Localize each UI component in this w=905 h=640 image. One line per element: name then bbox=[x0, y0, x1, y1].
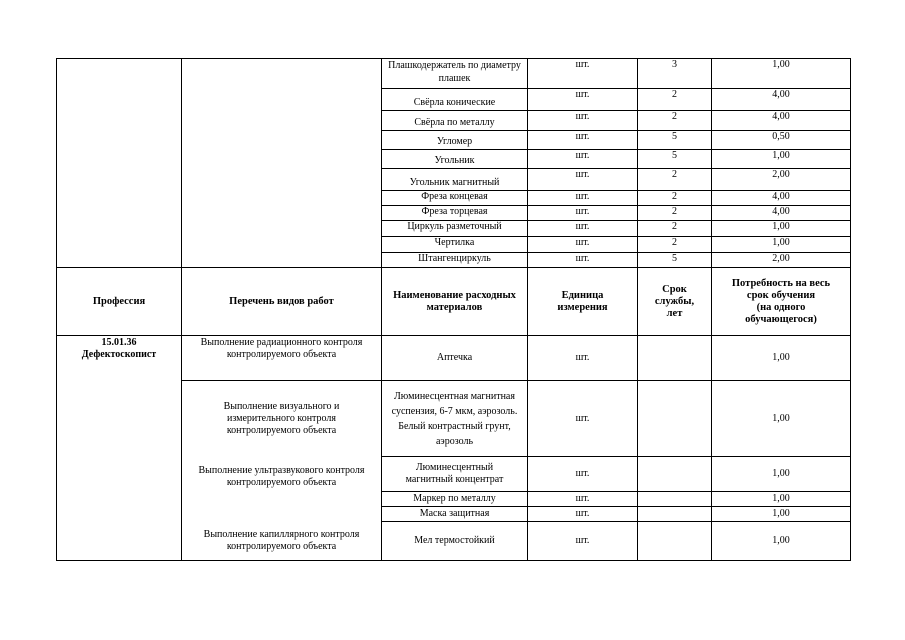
tool-name: Свёрла по металлу bbox=[382, 111, 528, 131]
tool-name: Фреза концевая bbox=[382, 191, 528, 206]
material-need: 1,00 bbox=[712, 336, 851, 381]
tool-unit: шт. bbox=[528, 253, 638, 268]
material-unit: шт. bbox=[528, 457, 638, 492]
material-need: 1,00 bbox=[712, 457, 851, 492]
profession-code: 15.01.36 bbox=[101, 337, 137, 348]
material-row bbox=[57, 336, 851, 381]
tool-life: 2 bbox=[638, 191, 712, 206]
header-need-line1: Потребность на весь bbox=[731, 277, 831, 289]
material-name: Маркер по металлу bbox=[382, 492, 528, 507]
tool-life: 2 bbox=[638, 221, 712, 237]
material-name: Маска защитная bbox=[382, 507, 528, 522]
material-need: 1,00 bbox=[712, 381, 851, 457]
tool-life: 5 bbox=[638, 253, 712, 268]
header-unit: Единица измерения bbox=[528, 268, 638, 336]
tool-name: Угольник bbox=[382, 150, 528, 169]
works-cell-empty bbox=[182, 59, 382, 268]
tool-unit: шт. bbox=[528, 150, 638, 169]
tool-life: 2 bbox=[638, 206, 712, 221]
tool-unit: шт. bbox=[528, 59, 638, 89]
tool-unit: шт. bbox=[528, 206, 638, 221]
tool-name: Штангенциркуль bbox=[382, 253, 528, 268]
tool-life: 5 bbox=[638, 150, 712, 169]
tool-need: 2,00 bbox=[712, 253, 851, 268]
header-material: Наименование расходных материалов bbox=[382, 268, 528, 336]
tool-row bbox=[57, 59, 851, 89]
material-life bbox=[638, 507, 712, 522]
material-unit: шт. bbox=[528, 522, 638, 561]
tool-name: Угломер bbox=[382, 131, 528, 150]
work-item: Выполнение визуального и измерительного контроля контролируемого объекта bbox=[182, 381, 382, 457]
tool-name: Циркуль разметочный bbox=[382, 221, 528, 237]
tool-need: 2,00 bbox=[712, 169, 851, 191]
tool-need: 4,00 bbox=[712, 206, 851, 221]
materials-table bbox=[56, 58, 851, 561]
tool-life: 2 bbox=[638, 111, 712, 131]
tool-need: 0,50 bbox=[712, 131, 851, 150]
work-item: Выполнение ультразвукового контроля контролируемого объекта bbox=[182, 457, 382, 522]
header-need-line2: срок обучения bbox=[746, 289, 816, 301]
material-need: 1,00 bbox=[712, 507, 851, 522]
tool-need: 4,00 bbox=[712, 89, 851, 111]
header-works: Перечень видов работ bbox=[182, 268, 382, 336]
tool-life: 2 bbox=[638, 89, 712, 111]
tool-life: 2 bbox=[638, 169, 712, 191]
tool-unit: шт. bbox=[528, 191, 638, 206]
table-header-row bbox=[57, 268, 851, 336]
profession-cell-empty bbox=[57, 59, 182, 268]
material-name: Аптечка bbox=[382, 336, 528, 381]
material-life bbox=[638, 381, 712, 457]
material-name: Люминесцентная магнитная суспензия, 6-7 мкм, аэрозоль. Белый контрастный грунт, аэрозоль bbox=[382, 381, 528, 457]
tool-need: 1,00 bbox=[712, 221, 851, 237]
material-name: Люминесцентный магнитный концентрат bbox=[382, 457, 528, 492]
work-item: Выполнение капиллярного контроля контролируемого объекта bbox=[182, 522, 382, 561]
header-life: Срок службы, лет bbox=[638, 268, 712, 336]
material-unit: шт. bbox=[528, 492, 638, 507]
tool-need: 1,00 bbox=[712, 237, 851, 253]
tool-life: 2 bbox=[638, 237, 712, 253]
material-unit: шт. bbox=[528, 381, 638, 457]
header-need-line3: (на одного bbox=[756, 301, 806, 313]
work-item: Выполнение радиационного контроля контролируемого объекта bbox=[182, 336, 382, 381]
tool-need: 1,00 bbox=[712, 150, 851, 169]
material-need: 1,00 bbox=[712, 492, 851, 507]
tool-life: 5 bbox=[638, 131, 712, 150]
material-unit: шт. bbox=[528, 507, 638, 522]
material-life bbox=[638, 457, 712, 492]
tool-unit: шт. bbox=[528, 221, 638, 237]
header-need bbox=[712, 268, 851, 336]
tool-name: Фреза торцевая bbox=[382, 206, 528, 221]
material-name: Мел термостойкий bbox=[382, 522, 528, 561]
header-need-line4: обучающегося) bbox=[745, 313, 817, 325]
tool-name: Угольник магнитный bbox=[382, 169, 528, 191]
tool-unit: шт. bbox=[528, 89, 638, 111]
tool-life: 3 bbox=[638, 59, 712, 89]
header-profession: Профессия bbox=[57, 268, 182, 336]
material-need: 1,00 bbox=[712, 522, 851, 561]
tool-unit: шт. bbox=[528, 131, 638, 150]
material-life bbox=[638, 336, 712, 381]
tool-name: Свёрла конические bbox=[382, 89, 528, 111]
tool-name: Плашкодержатель по диаметру плашек bbox=[382, 59, 528, 89]
tool-need: 1,00 bbox=[712, 59, 851, 89]
material-unit: шт. bbox=[528, 336, 638, 381]
tool-unit: шт. bbox=[528, 237, 638, 253]
profession-cell bbox=[57, 336, 182, 561]
material-life bbox=[638, 522, 712, 561]
profession-name: Дефектоскопист bbox=[81, 349, 157, 360]
tool-need: 4,00 bbox=[712, 191, 851, 206]
tool-unit: шт. bbox=[528, 111, 638, 131]
tool-need: 4,00 bbox=[712, 111, 851, 131]
material-life bbox=[638, 492, 712, 507]
tool-name: Чертилка bbox=[382, 237, 528, 253]
tool-unit: шт. bbox=[528, 169, 638, 191]
